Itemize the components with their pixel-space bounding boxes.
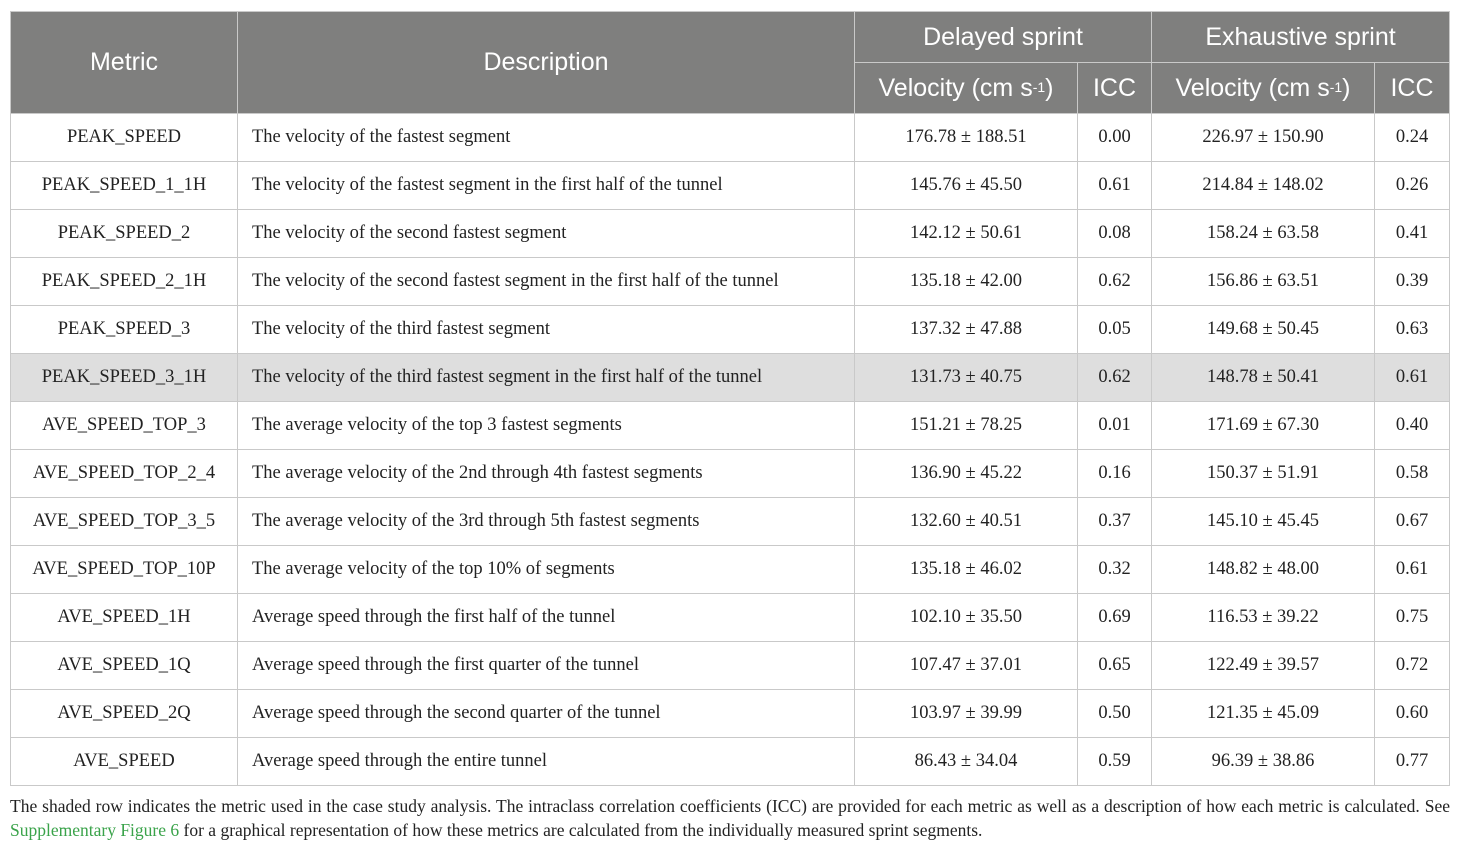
cell-exhaustive-icc: 0.61 xyxy=(1375,354,1450,402)
header-metric: Metric xyxy=(11,12,238,114)
cell-delayed-velocity: 86.43 ± 34.04 xyxy=(855,738,1078,786)
cell-exhaustive-velocity: 116.53 ± 39.22 xyxy=(1152,594,1375,642)
cell-exhaustive-icc: 0.26 xyxy=(1375,162,1450,210)
cell-exhaustive-velocity: 121.35 ± 45.09 xyxy=(1152,690,1375,738)
cell-description: Average speed through the first quarter of the tunnel xyxy=(238,642,855,690)
cell-delayed-icc: 0.62 xyxy=(1078,258,1152,306)
footnote-text-after: for a graphical representation of how these metrics are calculated from the individually measured sprint segments. xyxy=(179,820,983,840)
table-row xyxy=(11,258,1450,306)
table-header xyxy=(11,12,1450,114)
cell-metric: PEAK_SPEED_2_1H xyxy=(11,258,238,306)
cell-metric: AVE_SPEED_1Q xyxy=(11,642,238,690)
cell-delayed-velocity: 103.97 ± 39.99 xyxy=(855,690,1078,738)
table-body xyxy=(11,114,1450,786)
table-row xyxy=(11,306,1450,354)
cell-delayed-velocity: 107.47 ± 37.01 xyxy=(855,642,1078,690)
table-row xyxy=(11,642,1450,690)
cell-exhaustive-icc: 0.24 xyxy=(1375,114,1450,162)
cell-delayed-icc: 0.32 xyxy=(1078,546,1152,594)
footnote-text-before: The shaded row indicates the metric used in the case study analysis. The intraclass correlation coefficients (ICC) are provided for each metric as well as a description of how each metric is calculated. See xyxy=(10,796,1450,816)
cell-exhaustive-icc: 0.72 xyxy=(1375,642,1450,690)
cell-exhaustive-icc: 0.75 xyxy=(1375,594,1450,642)
cell-exhaustive-velocity: 122.49 ± 39.57 xyxy=(1152,642,1375,690)
header-delayed-velocity: Velocity (cm $s^{-1}$) xyxy=(855,63,1078,114)
cell-metric: AVE_SPEED_TOP_3_5 xyxy=(11,498,238,546)
cell-description: The average velocity of the 2nd through 4th fastest segments xyxy=(238,450,855,498)
cell-delayed-icc: 0.62 xyxy=(1078,354,1152,402)
cell-description: The velocity of the second fastest segment in the first half of the tunnel xyxy=(238,258,855,306)
cell-description: The average velocity of the 3rd through 5th fastest segments xyxy=(238,498,855,546)
cell-metric: PEAK_SPEED_3 xyxy=(11,306,238,354)
cell-exhaustive-icc: 0.67 xyxy=(1375,498,1450,546)
table-row xyxy=(11,546,1450,594)
cell-exhaustive-velocity: 96.39 ± 38.86 xyxy=(1152,738,1375,786)
table-row xyxy=(11,210,1450,258)
cell-exhaustive-velocity: 145.10 ± 45.45 xyxy=(1152,498,1375,546)
cell-delayed-velocity: 142.12 ± 50.61 xyxy=(855,210,1078,258)
cell-delayed-velocity: 151.21 ± 78.25 xyxy=(855,402,1078,450)
cell-delayed-icc: 0.61 xyxy=(1078,162,1152,210)
cell-metric: PEAK_SPEED_3_1H xyxy=(11,354,238,402)
cell-exhaustive-velocity: 150.37 ± 51.91 xyxy=(1152,450,1375,498)
cell-delayed-icc: 0.00 xyxy=(1078,114,1152,162)
cell-exhaustive-icc: 0.58 xyxy=(1375,450,1450,498)
cell-exhaustive-icc: 0.63 xyxy=(1375,306,1450,354)
cell-metric: AVE_SPEED_TOP_3 xyxy=(11,402,238,450)
cell-metric: AVE_SPEED_TOP_10P xyxy=(11,546,238,594)
supplementary-figure-link[interactable]: Supplementary Figure 6 xyxy=(10,820,180,840)
cell-delayed-velocity: 135.18 ± 46.02 xyxy=(855,546,1078,594)
header-exhaustive-velocity: Velocity (cm $s^{-1}$) xyxy=(1152,63,1375,114)
cell-metric: AVE_SPEED_2Q xyxy=(11,690,238,738)
table-row xyxy=(11,402,1450,450)
table-footnote xyxy=(10,794,1450,842)
metrics-table-container xyxy=(10,11,1449,786)
cell-metric: AVE_SPEED_1H xyxy=(11,594,238,642)
cell-exhaustive-velocity: 148.82 ± 48.00 xyxy=(1152,546,1375,594)
cell-description: The velocity of the third fastest segment xyxy=(238,306,855,354)
cell-description: The average velocity of the top 3 fastest segments xyxy=(238,402,855,450)
cell-delayed-icc: 0.16 xyxy=(1078,450,1152,498)
cell-delayed-icc: 0.05 xyxy=(1078,306,1152,354)
table-row xyxy=(11,690,1450,738)
cell-delayed-velocity: 135.18 ± 42.00 xyxy=(855,258,1078,306)
cell-delayed-velocity: 136.90 ± 45.22 xyxy=(855,450,1078,498)
cell-metric: AVE_SPEED xyxy=(11,738,238,786)
header-exhaustive-sprint: Exhaustive sprint xyxy=(1152,12,1450,63)
cell-exhaustive-icc: 0.40 xyxy=(1375,402,1450,450)
cell-delayed-icc: 0.69 xyxy=(1078,594,1152,642)
cell-metric: PEAK_SPEED_2 xyxy=(11,210,238,258)
cell-exhaustive-velocity: 156.86 ± 63.51 xyxy=(1152,258,1375,306)
table-row xyxy=(11,162,1450,210)
cell-exhaustive-icc: 0.41 xyxy=(1375,210,1450,258)
cell-description: The velocity of the fastest segment xyxy=(238,114,855,162)
table-row-shaded xyxy=(11,354,1450,402)
cell-exhaustive-icc: 0.39 xyxy=(1375,258,1450,306)
cell-exhaustive-icc: 0.77 xyxy=(1375,738,1450,786)
cell-exhaustive-velocity: 158.24 ± 63.58 xyxy=(1152,210,1375,258)
cell-metric: PEAK_SPEED xyxy=(11,114,238,162)
cell-delayed-icc: 0.08 xyxy=(1078,210,1152,258)
cell-metric: PEAK_SPEED_1_1H xyxy=(11,162,238,210)
metrics-table xyxy=(10,11,1450,786)
cell-delayed-velocity: 176.78 ± 188.51 xyxy=(855,114,1078,162)
header-description: Description xyxy=(238,12,855,114)
cell-delayed-velocity: 137.32 ± 47.88 xyxy=(855,306,1078,354)
cell-exhaustive-velocity: 148.78 ± 50.41 xyxy=(1152,354,1375,402)
cell-delayed-velocity: 145.76 ± 45.50 xyxy=(855,162,1078,210)
cell-delayed-icc: 0.37 xyxy=(1078,498,1152,546)
cell-exhaustive-velocity: 149.68 ± 50.45 xyxy=(1152,306,1375,354)
cell-exhaustive-velocity: 171.69 ± 67.30 xyxy=(1152,402,1375,450)
cell-delayed-velocity: 132.60 ± 40.51 xyxy=(855,498,1078,546)
table-row xyxy=(11,738,1450,786)
cell-exhaustive-icc: 0.60 xyxy=(1375,690,1450,738)
cell-exhaustive-velocity: 226.97 ± 150.90 xyxy=(1152,114,1375,162)
cell-description: Average speed through the second quarter of the tunnel xyxy=(238,690,855,738)
cell-description: The velocity of the fastest segment in the first half of the tunnel xyxy=(238,162,855,210)
header-delayed-sprint: Delayed sprint xyxy=(855,12,1152,63)
cell-delayed-velocity: 131.73 ± 40.75 xyxy=(855,354,1078,402)
cell-metric: AVE_SPEED_TOP_2_4 xyxy=(11,450,238,498)
cell-description: The velocity of the second fastest segment xyxy=(238,210,855,258)
cell-description: Average speed through the entire tunnel xyxy=(238,738,855,786)
header-delayed-icc: ICC xyxy=(1078,63,1152,114)
cell-delayed-icc: 0.65 xyxy=(1078,642,1152,690)
table-row xyxy=(11,498,1450,546)
cell-description: The average velocity of the top 10% of segments xyxy=(238,546,855,594)
cell-delayed-icc: 0.50 xyxy=(1078,690,1152,738)
cell-description: The velocity of the third fastest segment in the first half of the tunnel xyxy=(238,354,855,402)
cell-delayed-icc: 0.01 xyxy=(1078,402,1152,450)
cell-exhaustive-velocity: 214.84 ± 148.02 xyxy=(1152,162,1375,210)
table-row xyxy=(11,594,1450,642)
table-row xyxy=(11,114,1450,162)
header-exhaustive-icc: ICC xyxy=(1375,63,1450,114)
cell-exhaustive-icc: 0.61 xyxy=(1375,546,1450,594)
cell-delayed-velocity: 102.10 ± 35.50 xyxy=(855,594,1078,642)
table-row xyxy=(11,450,1450,498)
cell-delayed-icc: 0.59 xyxy=(1078,738,1152,786)
cell-description: Average speed through the first half of the tunnel xyxy=(238,594,855,642)
